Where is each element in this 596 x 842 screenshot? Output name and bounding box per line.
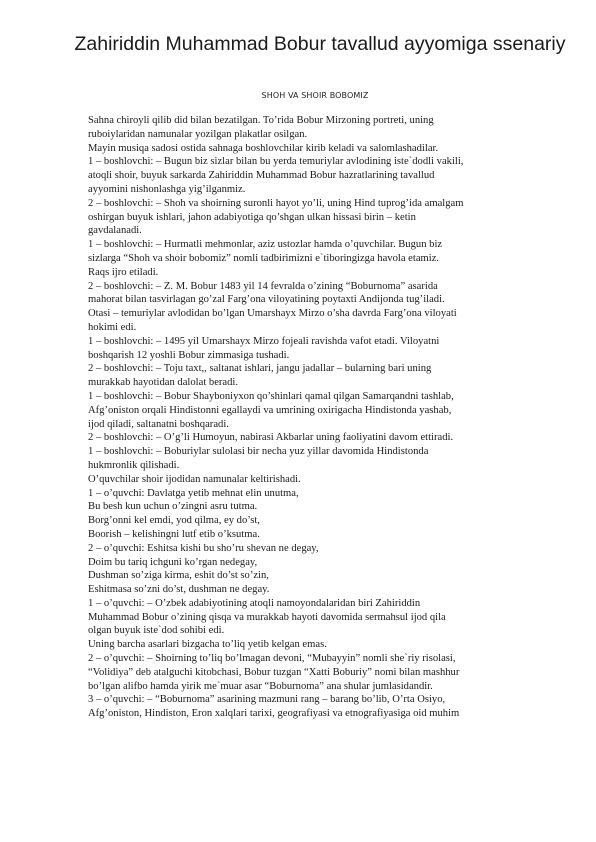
text-line: 1 – boshlovchi: – Bobur Shayboniyxon qo’shinlari qamal qilgan Samarqandni tashlab,	[88, 390, 454, 402]
text-line: Borg’onni kel emdi, yod qilma, ey do’st,	[88, 515, 260, 527]
text-line: oshirgan buyuk ishlari, jahon adabiyotiga qo’shgan ulkan hissasi birin – ketin	[88, 211, 416, 223]
text-line: 1 – o’quvchi: Davlatga yetib mehnat elin unutma,	[88, 487, 299, 499]
page-subtitle: SHOH VA SHOIR BOBOMIZ	[261, 91, 369, 100]
text-line: Boorish – kelishingni lutf etib o’ksutma.	[88, 528, 260, 540]
text-line: Sahna chiroyli qilib did bilan bezatilgan. To’rida Bobur Mirzoning portreti, uning	[88, 115, 434, 126]
text-line: Doim bu tariq ichguni ko’rgan nedegay,	[88, 556, 258, 568]
text-line: “Volidiya” deb atalguchi kitobchasi, Bobur tuzgan “Xatti Boburiy” nomi bilan mashhur	[88, 666, 460, 678]
text-line: bo’lgan alifbo hamda yirik me`muar asar “Boburnoma” ana shular jumlasidandir.	[88, 680, 433, 692]
text-line: Muhammad Bobur o’zining qisqa va murakkab hayoti davomida sermahsul ijod qila	[88, 611, 446, 623]
text-line: Otasi – temuriylar avlodidan bo’lgan Umarshayx Mirzo o’sha davrda Farg’ona viloyati	[88, 308, 457, 320]
text-line: 3 – o’quvchi: – “Boburnoma” asarining mazmuni rang – barang bo’lib, O’rta Osiyo,	[88, 694, 446, 706]
text-line: O’quvchilar shoir ijodidan namunalar keltirishadi.	[88, 473, 301, 485]
text-line: hokimi edi.	[88, 321, 137, 333]
text-line: boshqarish 12 yoshli Bobur zimmasiga tushadi.	[88, 349, 290, 361]
text-line: 1 – boshlovchi: – Hurmatli mehmonlar, aziz ustozlar hamda o’quvchilar. Bugun biz	[88, 239, 443, 251]
text-line: 2 – boshlovchi: – Toju taxt,, saltanat ishlari, jangu jadallar – bularning bari uning	[88, 363, 432, 375]
page-title: Zahiriddin Muhammad Bobur tavallud ayyomiga ssenariy	[74, 33, 566, 55]
text-line: 2 – boshlovchi: – Z. M. Bobur 1483 yil 14 fevralda o’zining “Boburnoma” asarida	[88, 280, 438, 292]
text-line: Bu besh kun uchun o’zingni asru tutma.	[88, 501, 258, 513]
text-line: Eshitmasa so’zni do’st, dushman ne degay.	[88, 584, 270, 596]
text-line: 2 – boshlovchi: – O’g’li Humoyun, nabirasi Akbarlar uning faoliyatini davom ettiradi.	[88, 432, 454, 444]
text-line: 1 – boshlovchi: – Bugun biz sizlar bilan bu yerda temuriylar avlodining iste`dodli vakili,	[88, 156, 464, 168]
text-line: ruboiylaridan namunalar yozilgan plakatlar osilgan.	[88, 128, 308, 140]
text-line: Raqs ijro etiladi.	[88, 266, 159, 278]
text-line: mahorat bilan tasvirlagan go’zal Farg’ona viloyatining poytaxti Andijonda tug’iladi.	[88, 294, 445, 306]
text-line: sizlarga “Shoh va shoir bobomiz” nomli tadbirimizni e`tiboringizga havola etamiz.	[88, 252, 440, 264]
body-text	[88, 114, 558, 721]
text-line: Dushman so’ziga kirma, eshit do’st so’zin,	[88, 570, 269, 582]
text-line: 1 – boshlovchi: – Boburiylar sulolasi bir necha yuz yillar davomida Hindistonda	[88, 446, 429, 458]
text-line: 2 – boshlovchi: – Shoh va shoirning suronli hayot yo’li, uning Hind tuprog’ida amalgam	[88, 197, 464, 209]
text-line: Afg’oniston orqali Hindistonni egallaydi va umrining oxirigacha Hindistonda yashab,	[88, 404, 452, 416]
text-line: murakkab hayotidan dalolat beradi.	[88, 377, 239, 389]
text-line: 1 – o’quvchi: – O’zbek adabiyotining atoqli namoyondalaridan biri Zahiriddin	[88, 597, 421, 609]
text-line: 1 – boshlovchi: – 1495 yil Umarshayx Mirzo fojeali ravishda vafot etadi. Viloyatni	[88, 335, 440, 347]
text-line: hukmronlik qilishadi.	[88, 459, 180, 471]
text-line: atoqli shoir, buyuk sarkarda Zahiriddin Muhammad Bobur hazratlarining tavallud	[88, 170, 435, 182]
text-line: ijod qiladi, saltanatni boshqaradi.	[88, 418, 229, 430]
text-line: Afg’oniston, Hindiston, Eron xalqlari tarixi, geografiyasi va etnografiyasiga oid muhim	[88, 708, 460, 720]
text-line: Uning barcha asarlari bizgacha to’liq yetib kelgan emas.	[88, 639, 327, 651]
text-line: 2 – o’quvchi: Eshitsa kishi bu sho’ru shevan ne degay,	[88, 542, 319, 554]
text-line: 2 – o’quvchi: – Shoirning to’liq bo’lmagan devoni, “Mubayyin” nomli she`riy risolasi,	[88, 653, 456, 665]
text-line: olgan buyuk iste`dod sohibi edi.	[88, 625, 225, 637]
text-line: Mayin musiqa sadosi ostida sahnaga boshlovchilar kirib keladi va salomlashadilar.	[88, 142, 439, 154]
text-line: gavdalanadi.	[88, 225, 142, 237]
text-line: ayyomini nishonlashga yig’ilganmiz.	[88, 183, 246, 195]
